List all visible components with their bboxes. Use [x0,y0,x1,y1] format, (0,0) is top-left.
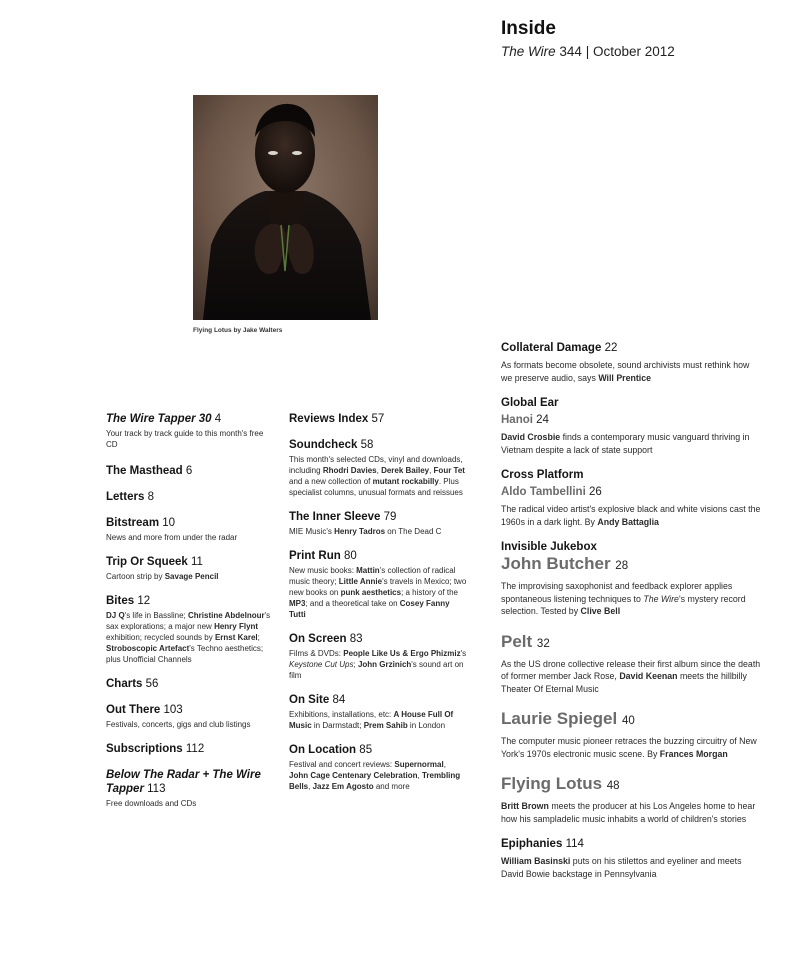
entry-on-site[interactable] [289,693,467,731]
entry-masthead[interactable] [106,464,276,478]
entry-title: On Location [289,744,357,756]
entry-flying-lotus[interactable] [501,774,763,825]
entry-bitstream[interactable] [106,516,276,543]
page-number: 84 [332,694,346,706]
entry-description: As the US drone collective release their first album since the death of former member Jack Rose, David Keenan meets the hillbilly Theater Of Eternal Music [501,658,761,694]
page-number: 10 [162,517,176,529]
page-number: 83 [349,633,363,645]
entry-title: Bitstream [106,517,160,529]
entry-description: Your track by track guide to this month's free CD [106,429,264,449]
page-number: 28 [615,560,629,572]
entry-charts[interactable] [106,677,276,691]
page-number: 12 [137,595,151,607]
entry-title: Laurie Spiegel [501,709,618,728]
entry-subscriptions[interactable] [106,742,276,756]
entry-title: Pelt [501,631,533,651]
entry-description: Cartoon strip by Savage Pencil [106,572,219,581]
contents-column-left [106,412,276,809]
entry-soundcheck[interactable] [289,438,467,498]
entry-title: Below The Radar + The Wire Tapper [106,769,261,795]
section-label: Cross Platform [501,469,584,481]
contents-column-middle [289,412,467,792]
entry-title: Print Run [289,550,341,562]
entry-out-there[interactable] [106,703,276,730]
entry-title: The Inner Sleeve [289,511,381,523]
entry-title: Subscriptions [106,743,183,755]
entry-description: As formats become obsolete, sound archivists must rethink how we preserve audio, says Will Prentice [501,360,750,383]
entry-inner-sleeve[interactable] [289,510,467,537]
section-label: Global Ear [501,397,559,409]
entry-title: Letters [106,491,145,503]
page-number: 40 [621,715,635,727]
page-title: Inside [501,18,556,39]
issue-separator: | [585,44,590,59]
entry-title: The Masthead [106,465,183,477]
entry-description: Festivals, concerts, gigs and club listings [106,720,251,729]
page-number: 58 [360,439,374,451]
entry-trip-or-squeek[interactable] [106,555,276,582]
photo-caption: Flying Lotus by Jake Walters [193,327,283,334]
page-number: 79 [383,511,397,523]
page-number: 6 [185,465,193,477]
page-number: 85 [359,744,373,756]
entry-title: John Butcher [501,554,611,573]
entry-reviews-index[interactable] [289,412,467,426]
cover-photo [193,95,378,320]
entry-description: William Basinski puts on his stilettos and eyeliner and meets David Bowie backstage in Pennsylvania [501,856,742,879]
entry-title: Aldo Tambellini [501,486,586,498]
entry-print-run[interactable] [289,549,467,620]
entry-title: Collateral Damage [501,342,602,354]
entry-pelt[interactable] [501,632,763,696]
entry-title: Bites [106,595,135,607]
entry-description: The computer music pioneer retraces the buzzing circuitry of New York's 1970s electronic music scene. By Frances Morgan [501,736,757,759]
page-number: 114 [565,838,584,850]
entry-title: Charts [106,678,143,690]
entry-wire-tapper[interactable] [106,412,276,450]
entry-invisible-jukebox[interactable] [501,540,763,618]
entry-bites[interactable] [106,594,276,665]
entry-description: Free downloads and CDs [106,799,197,808]
entry-on-location[interactable] [289,743,467,792]
page-number: 8 [147,491,154,503]
entry-title: Epiphanies [501,838,563,850]
page-number: 56 [145,678,159,690]
entry-description: Exhibitions, installations, etc: A House Full Of Music in Darmstadt; Prem Sahib in London [289,710,454,730]
entry-description: Britt Brown meets the producer at his Los Angeles home to hear how his sampladelic music inhabits a world of children's stories [501,801,756,824]
page-number: 24 [536,414,549,426]
entry-description: DJ Q's life in Bassline; Christine Abdelnour's sax explorations; a major new Henry Flynt exhibition; recycled sounds by Ernst Karel; Stroboscopic Artefact's Techno aesthetics; plus Unofficial Channels [106,611,271,664]
entry-description: David Crosbie finds a contemporary music vanguard thriving in Vietnam despite a lack of state support [501,432,750,455]
page-number: 57 [371,413,385,425]
page-number: 32 [536,637,550,650]
magazine-name: The Wire [501,44,556,59]
entry-below-the-radar[interactable] [106,768,276,809]
page-number: 113 [147,783,166,795]
portrait-illustration [193,95,378,320]
page-number: 4 [214,413,222,425]
entry-global-ear[interactable] [501,396,763,456]
entry-laurie-spiegel[interactable] [501,709,763,760]
issue-date: October 2012 [592,44,675,59]
contents-column-right [501,341,763,880]
entry-title: Trip Or Squeek [106,556,188,568]
entry-on-screen[interactable] [289,632,467,681]
entry-epiphanies[interactable] [501,837,763,880]
page-number: 80 [343,550,357,562]
entry-collateral-damage[interactable] [501,341,763,384]
entry-title: On Screen [289,633,347,645]
issue-number: 344 [559,44,582,59]
entry-letters[interactable] [106,490,276,504]
entry-title: Hanoi [501,414,533,426]
entry-description: MIE Music's Henry Tadros on The Dead C [289,527,442,536]
entry-description: This month's selected CDs, vinyl and downloads, including Rhodri Davies, Derek Bailey, Four Tet and a new collection of mutant rockabilly. Plus specialist columns, unusual formats and reissues [289,455,465,497]
entry-title: Reviews Index [289,413,369,425]
entry-title: Soundcheck [289,439,358,451]
entry-description: Films & DVDs: People Like Us & Ergo Phizmiz's Keystone Cut Ups; John Grzinich's sound art on film [289,649,467,680]
page-number: 22 [604,342,618,354]
entry-title: Flying Lotus [501,774,603,793]
entry-title: On Site [289,694,330,706]
entry-title: The Wire Tapper 30 [106,413,212,425]
entry-description: Festival and concert reviews: Supernormal, John Cage Centenary Celebration, Trembling Bells, Jazz Em Agosto and more [289,760,461,791]
issue-line [501,44,675,59]
entry-cross-platform[interactable] [501,468,763,528]
entry-description: New music books: Mattin's collection of radical music theory; Little Annie's travels in Mexico; two new books on punk aesthetics; a history of the MP3; and a theoretical take on Cosey Fanny Tutti [289,566,467,619]
page-number: 112 [185,743,205,755]
page-number: 48 [606,780,620,792]
page-number: 103 [163,704,183,716]
entry-title: Out There [106,704,161,716]
page-number: 26 [588,486,602,498]
section-label: Invisible Jukebox [501,541,597,553]
entry-description: The improvising saxophonist and feedback explorer applies spontaneous listening techniques to The Wire's mystery record selection. Tested by Clive Bell [501,581,746,616]
entry-description: News and more from under the radar [106,533,238,542]
page-number: 11 [191,556,203,568]
entry-description: The radical video artist's explosive black and white visions cast the 1960s in a dark light. By Andy Battaglia [501,504,761,527]
